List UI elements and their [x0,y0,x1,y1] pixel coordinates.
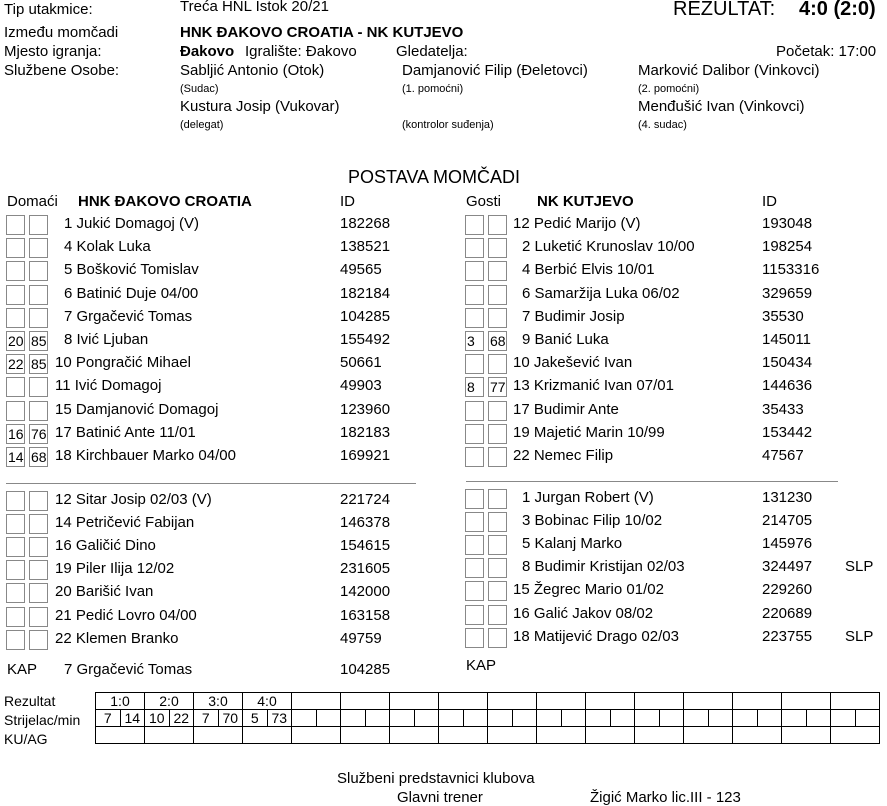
official-name: Sabljić Antonio (Otok) [180,62,325,79]
scorer-cell [414,710,439,727]
away-team-name: NK KUTJEVO [537,193,634,210]
away-bench-id: 131230 [762,489,813,506]
scorer-cell [684,710,709,727]
scorer-cell [757,710,782,727]
away-sub-out-box [488,238,507,258]
home-bench-in-box [6,537,25,557]
home-sub-out-box: 85 [31,333,47,349]
away-starter-id: 47567 [762,447,804,464]
scorer-cell: 10 [145,710,170,727]
tip-label: Tip utakmice: [4,1,93,18]
away-starter-id: 1153316 [762,261,820,278]
away-bench-id: 229260 [762,581,813,598]
away-sub-out-box [488,308,507,328]
score-cell: 4:0 [243,693,292,710]
away-sub-in-box: 3 [465,331,484,351]
scorer-cell [561,710,586,727]
away-sub-out-box: 77 [490,379,506,395]
home-bench-player: 22 Klemen Branko [55,630,179,647]
home-sub-out-box [29,238,48,258]
scorer-cell [806,710,831,727]
away-bench-id: 214705 [762,512,813,529]
home-sub-out-box [29,377,48,397]
home-starter-id: 182183 [340,424,391,441]
score-cell [831,693,880,710]
kuag-label: KU/AG [4,731,48,747]
away-bench-in-box [465,489,484,509]
scorer-cell: 7 [96,710,121,727]
home-starter-player: 11 Ivić Domagoj [55,377,162,394]
away-bench-in-box [465,558,484,578]
away-starter-player: 22 Nemec Filip [513,447,614,464]
home-team-name: HNK ĐAKOVO CROATIA [78,193,252,210]
official-name: Damjanović Filip (Đeletovci) [402,62,588,79]
home-sub-in-box: 14 [8,449,24,465]
home-bench-id: 146378 [340,514,391,531]
home-sub-out-box [29,401,48,421]
away-sub-out-box [488,401,507,421]
away-starter-id: 145011 [762,331,811,348]
away-bench-player: 15 Žegrec Mario 01/02 [513,581,664,598]
away-bench-player: 3 Bobinac Filip 10/02 [522,512,663,529]
away-bench-player: 1 Jurgan Robert (V) [522,489,654,506]
score-cell [488,693,537,710]
rezultat-label: Rezultat [4,693,56,709]
glavni-trener-value: Žigić Marko lic.III - 123 [590,789,741,806]
ku-ag-cell [488,727,537,744]
away-bench-id: 220689 [762,605,813,622]
home-divider [6,483,416,484]
scorer-cell [390,710,415,727]
home-bench-out-box [29,514,48,534]
away-bench-in-box [465,581,484,601]
away-bench-out-box [488,605,507,625]
score-cell [684,693,733,710]
home-bench-player: 16 Galičić Dino [55,537,156,554]
home-bench-player: 12 Sitar Josip 02/03 (V) [55,491,212,508]
scorer-cell [537,710,562,727]
away-starter-id: 144636 [762,377,813,394]
ku-ag-cell [194,727,243,744]
away-sub-in-box [465,285,484,305]
scorer-cell [512,710,537,727]
away-bench-id: 324497 [762,558,813,575]
away-bench-in-box [465,535,484,555]
away-starter-id: 35530 [762,308,804,325]
away-sub-in-box [465,447,484,467]
away-bench-in-box [465,512,484,532]
home-bench-id: 221724 [340,491,391,508]
result-value: 4:0 (2:0) [799,0,876,20]
away-starter-player: 2 Luketić Krunoslav 10/00 [522,238,695,255]
home-starter-id: 50661 [340,354,382,371]
home-kap-id: 104285 [340,661,391,678]
home-bench-id: 49759 [340,630,382,647]
scorer-cell: 7 [194,710,219,727]
home-starter-id: 49903 [340,377,382,394]
away-starter-id: 150434 [762,354,813,371]
ku-ag-cell [292,727,341,744]
sluzbeni-predstavnici: Službeni predstavnici klubova [337,770,535,787]
home-starter-id: 123960 [340,401,391,418]
home-kap-player: 7 Grgačević Tomas [64,661,193,678]
home-bench-in-box [6,514,25,534]
home-bench-id: 142000 [340,583,391,600]
away-bench-id: 145976 [762,535,813,552]
home-bench-in-box [6,560,25,580]
home-sub-out-box: 76 [31,426,47,442]
scorer-cell [635,710,660,727]
away-starter-id: 329659 [762,285,813,302]
scorer-cell [463,710,488,727]
home-starter-id: 138521 [340,238,391,255]
away-starter-player: 12 Pedić Marijo (V) [513,215,641,232]
away-bench-out-box [488,489,507,509]
ku-ag-cell [243,727,292,744]
away-bench-player: 5 Kalanj Marko [522,535,623,552]
home-starter-player: 10 Pongračić Mihael [55,354,191,371]
home-starter-player: 18 Kirchbauer Marko 04/00 [55,447,236,464]
scorer-cell [316,710,341,727]
away-sub-out-box [488,354,507,374]
home-bench-in-box [6,583,25,603]
home-bench-player: 14 Petričević Fabijan [55,514,195,531]
away-bench-player: 18 Matijević Drago 02/03 [513,628,679,645]
scorer-cell [831,710,856,727]
home-sub-out-box: 68 [31,449,47,465]
away-bench-out-box [488,558,507,578]
sluzbene-label: Službene Osobe: [4,62,120,79]
scorer-cell [341,710,366,727]
tip-value: Treća HNL Istok 20/21 [180,0,329,15]
away-sub-in-box [465,401,484,421]
ku-ag-cell [684,727,733,744]
home-sub-in-box: 22 [8,356,24,372]
scorer-cell [365,710,390,727]
scorer-cell [292,710,317,727]
mjesto-label: Mjesto igranja: [4,43,102,60]
scorer-cell [733,710,758,727]
away-starter-player: 10 Jakešević Ivan [513,354,633,371]
home-sub-in-box [6,261,25,281]
official-role: (kontrolor suđenja) [402,119,494,131]
ku-ag-cell [145,727,194,744]
score-cell [390,693,439,710]
glavni-trener-label: Glavni trener [397,789,483,806]
away-starter-id: 153442 [762,424,813,441]
away-kap-label: KAP [466,657,497,674]
home-bench-id: 231605 [340,560,391,577]
away-starter-id: 198254 [762,238,813,255]
scorer-cell [488,710,513,727]
official-name: Kustura Josip (Vukovar) [180,98,340,115]
away-sub-in-box [465,308,484,328]
away-side-label: Gosti [466,193,502,210]
ku-ag-cell [586,727,635,744]
home-bench-player: 20 Barišić Ivan [55,583,154,600]
home-bench-out-box [29,537,48,557]
home-starter-id: 49565 [340,261,382,278]
away-sub-in-box [465,261,484,281]
home-kap-label: KAP [7,661,38,678]
away-starter-player: 4 Berbić Elvis 10/01 [522,261,655,278]
away-bench-in-box [465,628,484,648]
home-bench-id: 163158 [340,607,391,624]
score-cell [439,693,488,710]
away-sub-in-box [465,354,484,374]
scorer-cell [708,710,733,727]
pocetak: Početak: 17:00 [776,43,877,60]
home-bench-out-box [29,560,48,580]
away-starter-player: 7 Budimir Josip [522,308,625,325]
scorer-cell [855,710,880,727]
home-starter-player: 1 Jukić Domagoj (V) [64,215,200,232]
away-bench-player: 16 Galić Jakov 08/02 [513,605,654,622]
score-cell [635,693,684,710]
home-sub-out-box [29,285,48,305]
mjesto-value: Đakovo [180,43,235,60]
home-sub-in-box [6,401,25,421]
home-starter-id: 104285 [340,308,391,325]
away-sub-out-box [488,215,507,235]
ku-ag-cell [390,727,439,744]
away-sub-out-box [488,424,507,444]
official-role: (1. pomoćni) [402,83,464,95]
home-starter-id: 182184 [340,285,391,302]
home-side-label: Domaći [7,193,58,210]
official-role: (Sudac) [180,83,219,95]
postava-title: POSTAVA MOMČADI [348,167,521,187]
home-starter-player: 4 Kolak Luka [64,238,151,255]
ku-ag-cell [96,727,145,744]
home-starter-player: 6 Batinić Duje 04/00 [64,285,199,302]
scorer-cell [439,710,464,727]
home-bench-out-box [29,491,48,511]
score-cell [782,693,831,710]
home-starter-id: 155492 [340,331,391,348]
home-starter-player: 8 Ivić Ljuban [64,331,149,348]
away-starter-player: 9 Banić Luka [522,331,609,348]
ku-ag-cell [537,727,586,744]
home-sub-in-box [6,215,25,235]
home-sub-in-box: 20 [8,333,24,349]
result-label: REZULTAT: [673,0,776,20]
score-table [95,692,880,744]
official-role: (4. sudac) [638,119,687,131]
score-cell [292,693,341,710]
scorer-cell: 14 [120,710,145,727]
ku-ag-cell [831,727,880,744]
home-starter-id: 182268 [340,215,391,232]
home-sub-in-box [6,238,25,258]
official-role: (2. pomoćni) [638,83,700,95]
away-bench-out-box [488,628,507,648]
away-bench-player: 8 Budimir Kristijan 02/03 [522,558,685,575]
ku-ag-cell [782,727,831,744]
igraliste: Igralište: Đakovo [245,43,357,60]
away-starter-player: 19 Majetić Marin 10/99 [513,424,665,441]
away-bench-note: SLP [845,628,874,645]
ku-ag-cell [439,727,488,744]
scorer-cell [610,710,635,727]
home-bench-out-box [29,607,48,627]
match-name: HNK ĐAKOVO CROATIA - NK KUTJEVO [180,24,464,41]
scorer-cell [586,710,611,727]
scorer-cell: 70 [218,710,243,727]
home-starter-id: 169921 [340,447,391,464]
away-sub-out-box [488,285,507,305]
home-id-label: ID [340,193,355,210]
home-bench-in-box [6,491,25,511]
official-name: Marković Dalibor (Vinkovci) [638,62,820,79]
away-sub-out-box: 68 [490,333,506,349]
home-bench-out-box [29,583,48,603]
home-bench-in-box [6,607,25,627]
score-cell [537,693,586,710]
home-sub-in-box [6,308,25,328]
izmedju-label: Između momčadi [4,24,119,41]
scorer-cell: 22 [169,710,194,727]
away-bench-id: 223755 [762,628,813,645]
home-starter-player: 5 Bošković Tomislav [64,261,199,278]
scorer-cell: 5 [243,710,268,727]
home-bench-player: 21 Pedić Lovro 04/00 [55,607,197,624]
ku-ag-cell [341,727,390,744]
home-sub-in-box [6,377,25,397]
score-cell: 1:0 [96,693,145,710]
home-bench-out-box [29,630,48,650]
away-starter-id: 193048 [762,215,813,232]
ku-ag-cell [635,727,684,744]
away-sub-in-box: 8 [465,377,484,397]
home-sub-out-box [29,215,48,235]
score-cell: 3:0 [194,693,243,710]
away-bench-note: SLP [845,558,874,575]
home-bench-id: 154615 [340,537,391,554]
home-bench-player: 19 Piler Ilija 12/02 [55,560,175,577]
home-sub-out-box: 85 [31,356,47,372]
away-bench-out-box [488,512,507,532]
scorer-cell [659,710,684,727]
score-cell [341,693,390,710]
away-starter-player: 17 Budimir Ante [513,401,619,418]
ku-ag-cell [733,727,782,744]
scorer-cell [782,710,807,727]
gledatelja: Gledatelja: [396,43,468,60]
home-starter-player: 15 Damjanović Domagoj [55,401,219,418]
home-starter-player: 7 Grgačević Tomas [64,308,193,325]
away-bench-out-box [488,581,507,601]
score-cell [586,693,635,710]
home-sub-in-box: 16 [8,426,24,442]
away-sub-in-box [465,424,484,444]
score-cell: 2:0 [145,693,194,710]
away-sub-in-box [465,238,484,258]
scorer-cell: 73 [267,710,292,727]
official-name: Menđušić Ivan (Vinkovci) [638,98,805,115]
official-role: (delegat) [180,119,224,131]
away-id-label: ID [762,193,777,210]
away-sub-in-box [465,215,484,235]
away-bench-in-box [465,605,484,625]
away-sub-out-box [488,447,507,467]
strijelac-label: Strijelac/min [4,712,81,728]
away-sub-out-box [488,261,507,281]
away-starter-player: 6 Samaržija Luka 06/02 [522,285,680,302]
away-starter-id: 35433 [762,401,804,418]
home-bench-in-box [6,630,25,650]
home-sub-out-box [29,308,48,328]
away-bench-out-box [488,535,507,555]
home-starter-player: 17 Batinić Ante 11/01 [55,424,196,441]
away-divider [466,481,838,482]
home-sub-in-box [6,285,25,305]
score-cell [733,693,782,710]
away-starter-player: 13 Krizmanić Ivan 07/01 [513,377,674,394]
home-sub-out-box [29,261,48,281]
